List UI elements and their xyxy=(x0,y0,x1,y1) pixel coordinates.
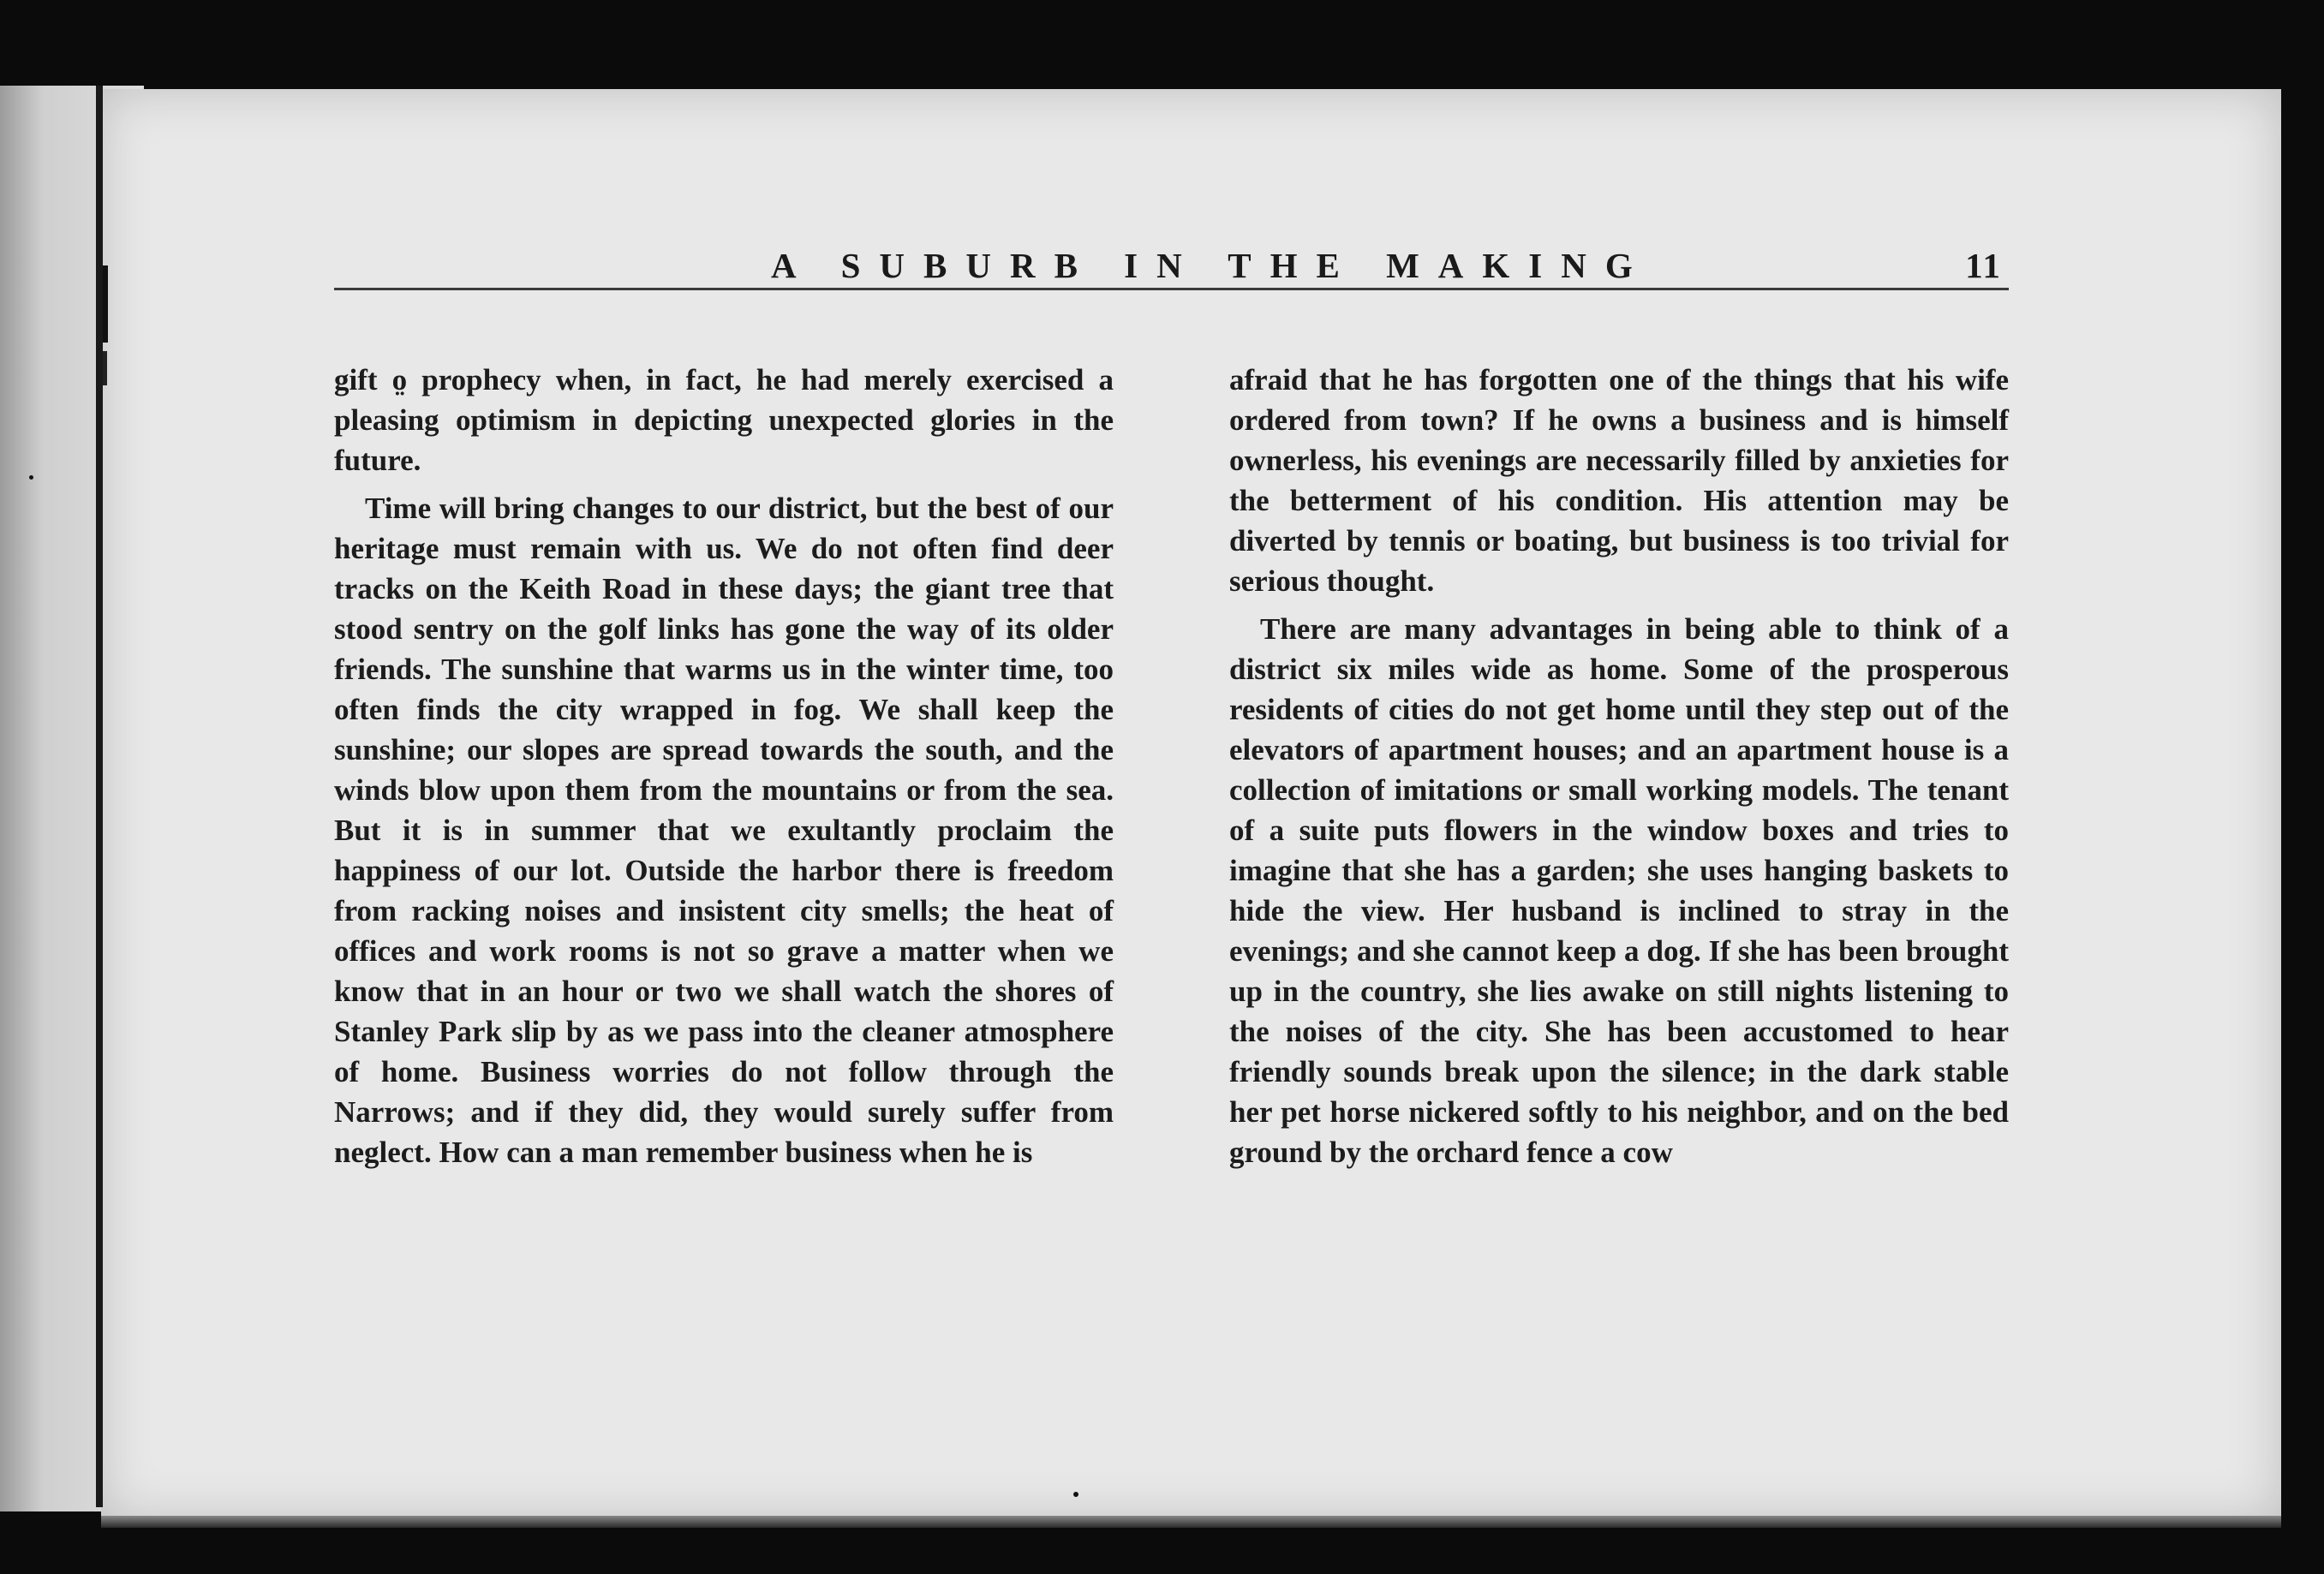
scan-speck xyxy=(29,475,33,480)
page-bottom-edge xyxy=(101,1516,2281,1528)
header-rule xyxy=(334,288,2009,290)
binding-mark xyxy=(103,351,107,385)
right-text-column xyxy=(1229,360,2009,1180)
page-number: 11 xyxy=(1965,246,2002,285)
paragraph: gift o̤ prophecy when, in fact, he had merely exercised a pleasing optimism in depicting unexpected glories in the future. xyxy=(334,363,1114,477)
paragraph: There are many advantages in being able to think of a district six miles wide as home. Some of the prosperous residents of cities do not get home until they step out of the elevators of apartment houses; and an apartment house is a collection of imitations or small working models. The tenant of a suite puts flowers in the window boxes and tries to imagine that she has a garden; she uses hanging baskets to hide the view. Her husband is inclined to stray in the evenings; and she cannot keep a dog. If she has been brought up in the country, she lies awake on still nights listening to the noises of the city. She has been accustomed to hear friendly sounds break upon the silence; in the dark stable her pet horse nickered softly to his neighbor, and on the bed ground by the orchard fence a cow xyxy=(1229,612,2009,1169)
running-header xyxy=(334,245,2009,288)
binding-mark xyxy=(103,265,108,343)
paragraph: Time will bring changes to our district, but the best of our heritage must remain with us. We do not often find deer tracks on the Keith Road in these days; the giant tree that stood sentry on the golf links has gone the way of its older friends. The sunshine that warms us in the winter time, too often finds the city wrapped in fog. We shall keep the sunshine; our slopes are spread towards the south, and the winds blow upon them from the mountains or from the sea. But it is in summer that we exultantly proclaim the happiness of our lot. Outside the harbor there is freedom from racking noises and insistent city smells; the heat of offices and work rooms is not so grave a matter when we know that in an hour or two we shall watch the shores of Stanley Park slip by as we pass into the cleaner atmosphere of home. Business worries do not follow through the Narrows; and if they did, they would surely suffer from neglect. How can a man remember business when he is xyxy=(334,492,1114,1169)
gutter-shadow xyxy=(96,86,103,1507)
running-title: A SUBURB IN THE MAKING xyxy=(771,246,1652,285)
paragraph: afraid that he has forgotten one of the things that his wife ordered from town? If he owns a business and is himself ownerless, his evenings are necessarily filled by anxieties for the betterment of his condition. His attention may be diverted by tennis or boating, but business is too trivial for serious thought. xyxy=(1229,363,2009,598)
left-text-column xyxy=(334,360,1114,1180)
scan-speck xyxy=(1073,1492,1078,1497)
